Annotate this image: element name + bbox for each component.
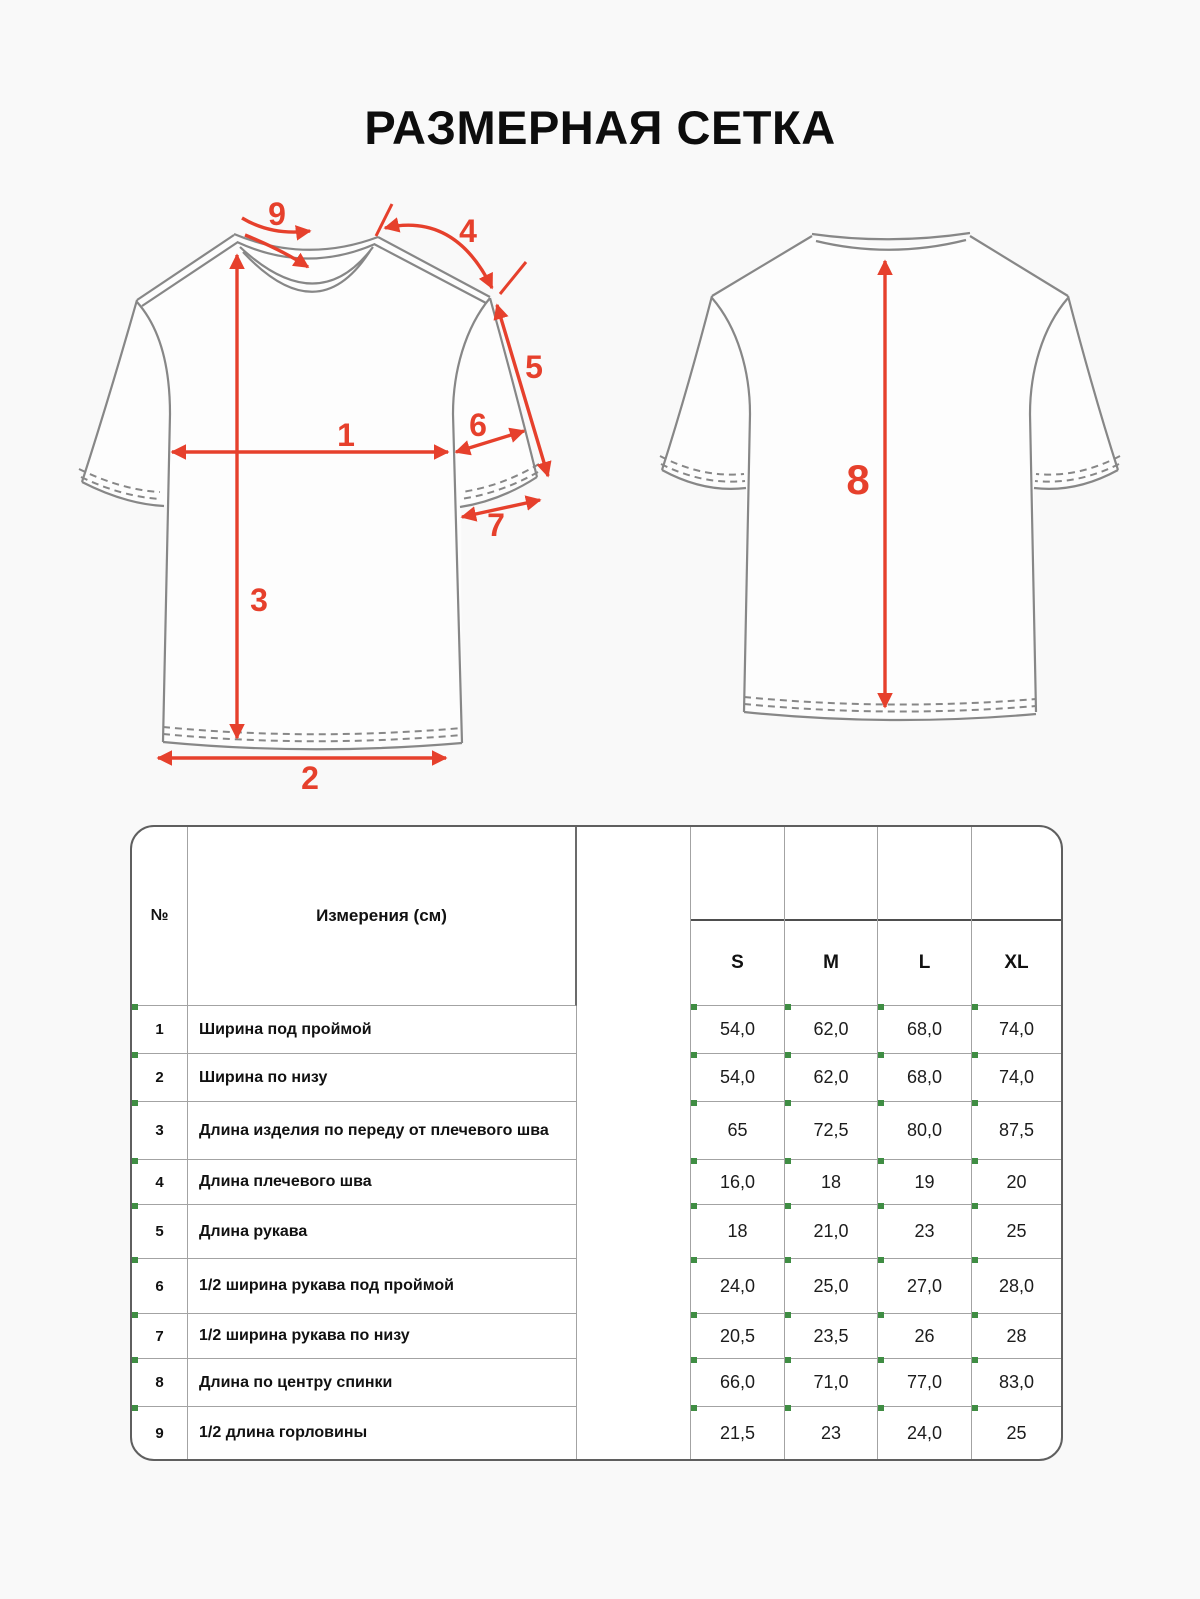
measure-label-6: 6	[469, 407, 487, 443]
value-cell-xl: 20	[972, 1160, 1061, 1205]
value-cell-l: 77,0	[878, 1359, 972, 1407]
row-number-cell: 5	[132, 1205, 188, 1259]
measure-name-cell: Длина рукава	[188, 1205, 577, 1259]
measure-name-cell: Длина плечевого шва	[188, 1160, 577, 1205]
value-cell-l: 68,0	[878, 1054, 972, 1102]
row-number-cell: 7	[132, 1314, 188, 1359]
measure-name-cell: Ширина по низу	[188, 1054, 577, 1102]
header-size-s: S	[691, 827, 785, 1006]
value-cell-m: 23	[785, 1407, 878, 1459]
row-number-cell: 3	[132, 1102, 188, 1160]
value-cell-m: 25,0	[785, 1259, 878, 1314]
measure-name-cell: 1/2 длина горловины	[188, 1407, 577, 1459]
value-cell-l: 26	[878, 1314, 972, 1359]
value-cell-xl: 83,0	[972, 1359, 1061, 1407]
value-cell-s: 16,0	[691, 1160, 785, 1205]
measure-name-cell: Длина изделия по переду от плечевого шва	[188, 1102, 577, 1160]
page-title: РАЗМЕРНАЯ СЕТКА	[364, 101, 836, 154]
measure-name-cell: Ширина под проймой	[188, 1006, 577, 1054]
value-cell-m: 72,5	[785, 1102, 878, 1160]
row-number-cell: 4	[132, 1160, 188, 1205]
header-size-spacer	[972, 827, 1061, 921]
value-cell-s: 65	[691, 1102, 785, 1160]
value-cell-xl: 25	[972, 1205, 1061, 1259]
measure-label-9: 9	[268, 196, 286, 232]
value-cell-l: 23	[878, 1205, 972, 1259]
measure-label-2: 2	[301, 760, 319, 796]
row-number-cell: 1	[132, 1006, 188, 1054]
value-cell-l: 80,0	[878, 1102, 972, 1160]
value-cell-l: 19	[878, 1160, 972, 1205]
value-cell-xl: 28	[972, 1314, 1061, 1359]
value-cell-m: 18	[785, 1160, 878, 1205]
value-cell-xl: 74,0	[972, 1006, 1061, 1054]
back-tshirt-drawing	[660, 233, 1120, 720]
value-cell-s: 54,0	[691, 1054, 785, 1102]
measure-name-cell: 1/2 ширина рукава под проймой	[188, 1259, 577, 1314]
separator-column	[577, 827, 691, 1459]
value-cell-s: 18	[691, 1205, 785, 1259]
row-number-cell: 6	[132, 1259, 188, 1314]
measure-label-1: 1	[337, 417, 355, 453]
value-cell-l: 68,0	[878, 1006, 972, 1054]
header-size-spacer	[785, 827, 877, 921]
row-number-cell: 9	[132, 1407, 188, 1459]
value-cell-m: 71,0	[785, 1359, 878, 1407]
value-cell-s: 20,5	[691, 1314, 785, 1359]
value-cell-s: 24,0	[691, 1259, 785, 1314]
measure-tick-4a	[376, 204, 392, 236]
value-cell-s: 21,5	[691, 1407, 785, 1459]
value-cell-m: 21,0	[785, 1205, 878, 1259]
row-number-cell: 2	[132, 1054, 188, 1102]
value-cell-l: 27,0	[878, 1259, 972, 1314]
header-size-l: L	[878, 827, 972, 1006]
header-size-xl: XL	[972, 827, 1061, 1006]
value-cell-xl: 74,0	[972, 1054, 1061, 1102]
measure-tick-4b	[500, 262, 526, 294]
front-tshirt-drawing	[79, 196, 548, 796]
value-cell-m: 62,0	[785, 1006, 878, 1054]
value-cell-m: 23,5	[785, 1314, 878, 1359]
measure-label-7: 7	[487, 507, 505, 543]
header-number-cell: №	[132, 827, 188, 1006]
value-cell-xl: 25	[972, 1407, 1061, 1459]
value-cell-xl: 87,5	[972, 1102, 1061, 1160]
header-size-spacer	[878, 827, 971, 921]
measure-label-3: 3	[250, 582, 268, 618]
header-measure-cell: Измерения (см)	[188, 827, 577, 1006]
value-cell-xl: 28,0	[972, 1259, 1061, 1314]
value-cell-s: 66,0	[691, 1359, 785, 1407]
value-cell-m: 62,0	[785, 1054, 878, 1102]
measure-name-cell: Длина по центру спинки	[188, 1359, 577, 1407]
row-number-cell: 8	[132, 1359, 188, 1407]
value-cell-s: 54,0	[691, 1006, 785, 1054]
header-size-m: M	[785, 827, 878, 1006]
measure-label-4: 4	[459, 213, 477, 249]
header-size-spacer	[691, 827, 784, 921]
value-cell-l: 24,0	[878, 1407, 972, 1459]
measure-label-8: 8	[846, 456, 870, 503]
size-table	[130, 825, 1063, 1461]
measure-label-5: 5	[525, 349, 543, 385]
measure-name-cell: 1/2 ширина рукава по низу	[188, 1314, 577, 1359]
